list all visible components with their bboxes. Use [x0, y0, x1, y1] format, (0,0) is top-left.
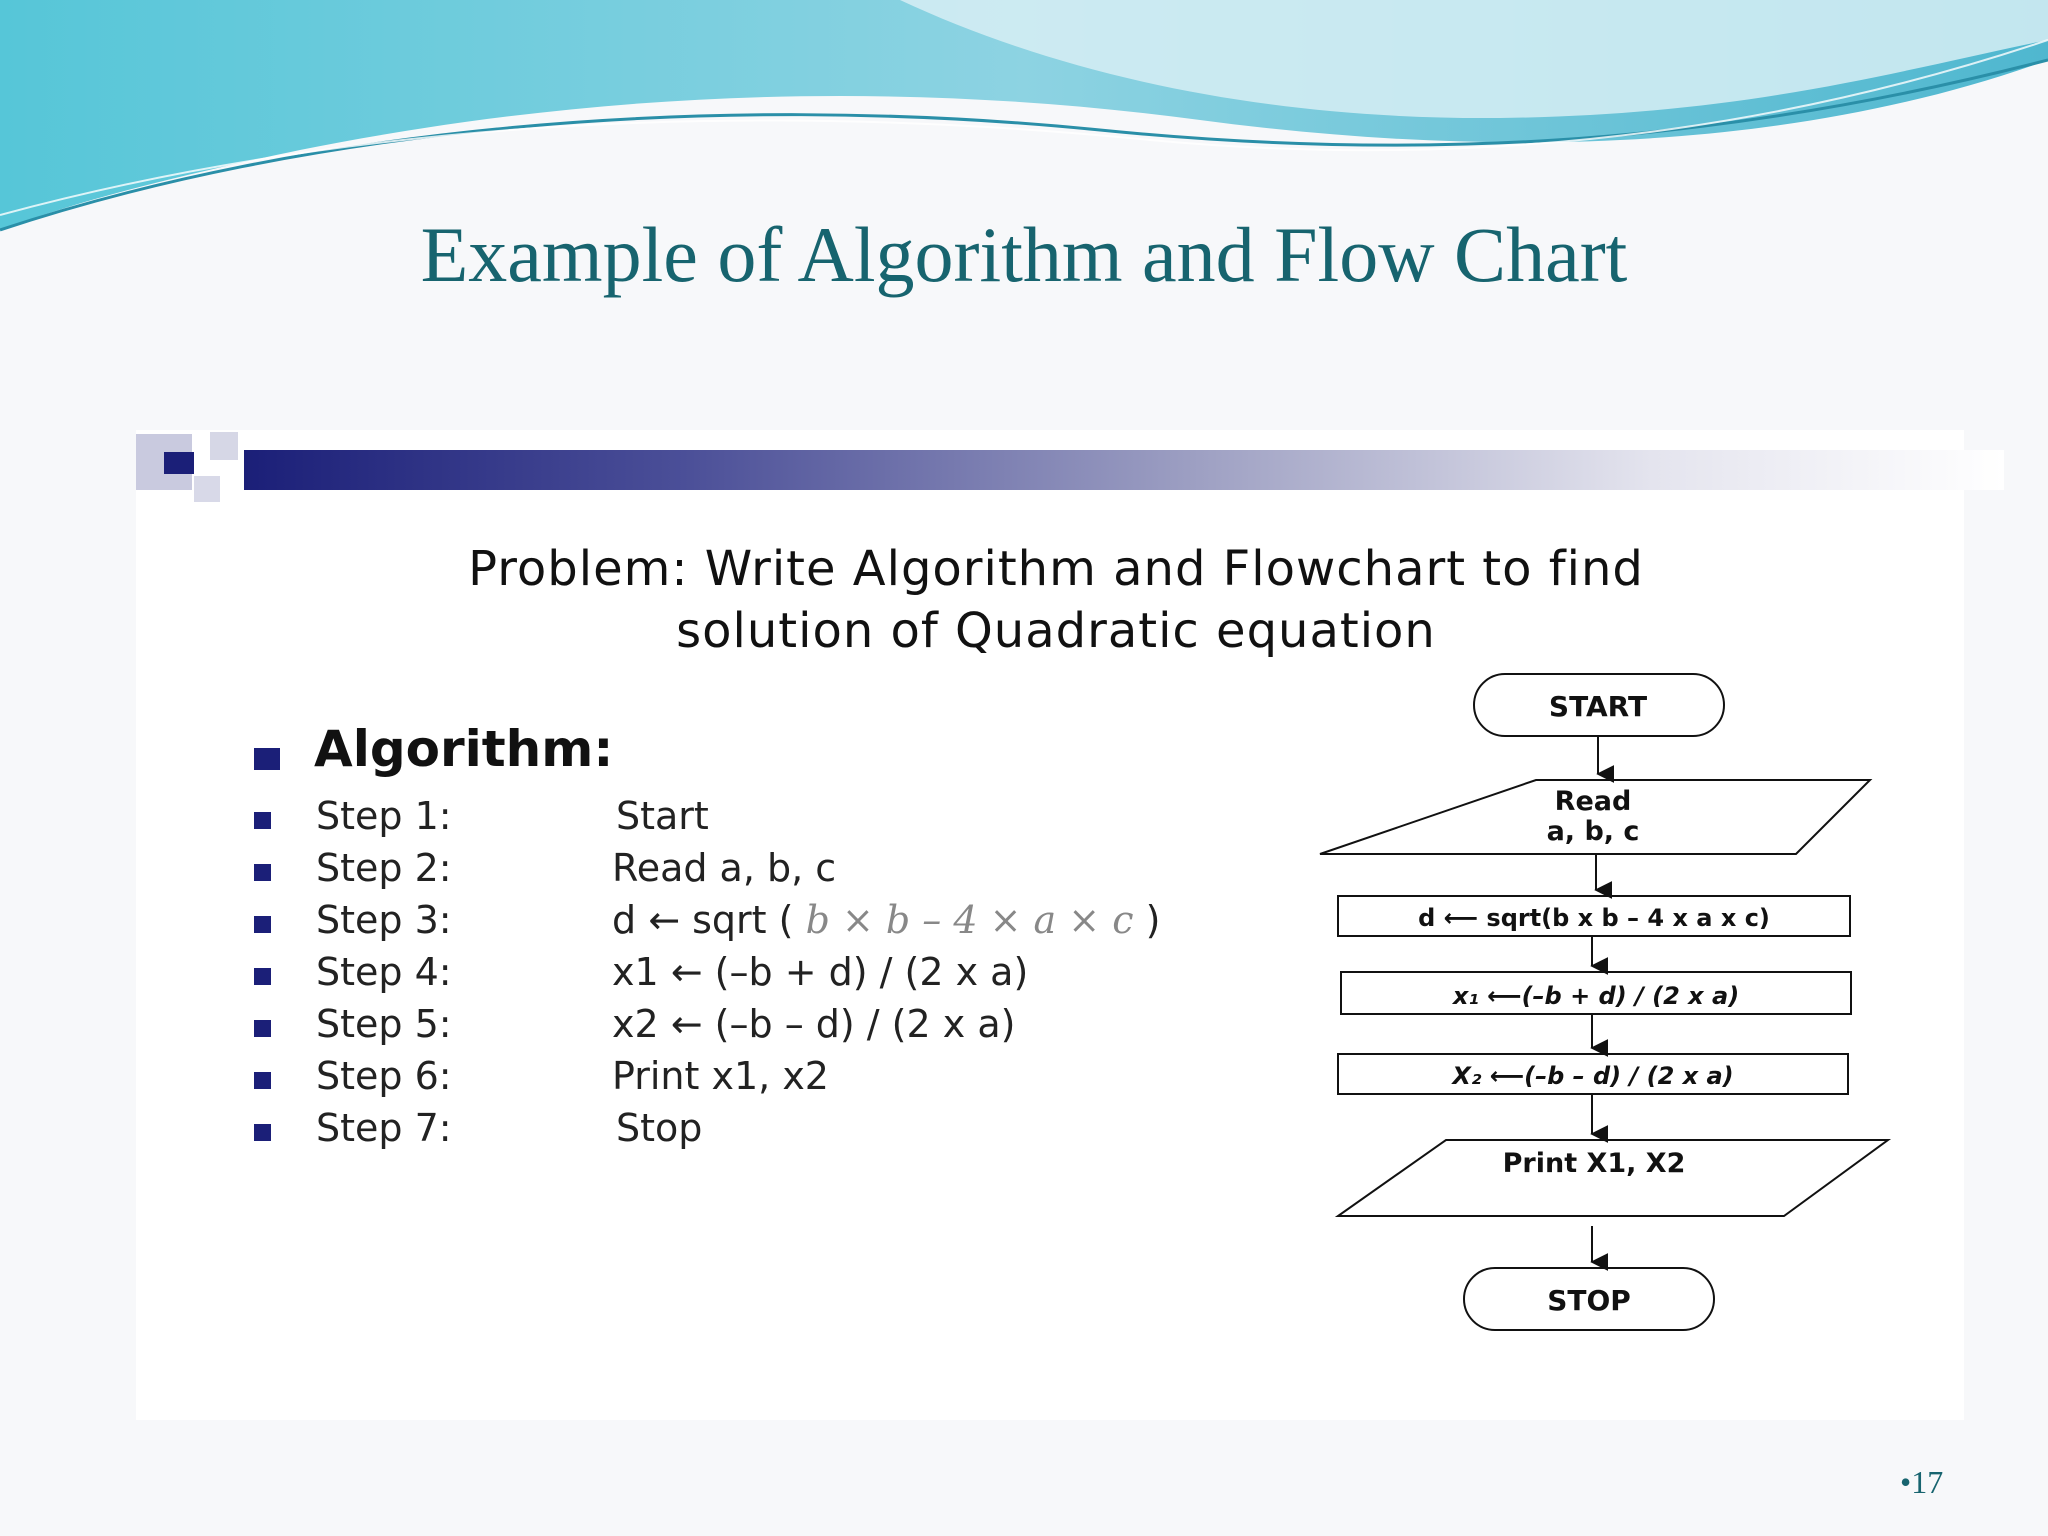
- step-label: Step 6:: [316, 1054, 452, 1098]
- flow-process-x2-label: X₂ ⟵(–b – d) / (2 x a): [1452, 1062, 1734, 1090]
- flow-stop-label: STOP: [1547, 1284, 1631, 1317]
- step-text: Print x1, x2: [612, 1054, 829, 1098]
- step-label: Step 1:: [316, 794, 452, 838]
- step-label: Step 2:: [316, 846, 452, 890]
- step-text: Read a, b, c: [612, 846, 837, 890]
- step-label: Step 5:: [316, 1002, 452, 1046]
- step-formula-suffix: ): [1145, 898, 1161, 942]
- step-text: x1 ← (–b + d) / (2 x a): [612, 950, 1029, 994]
- step-label: Step 7:: [316, 1106, 452, 1150]
- flow-process-d-label: d ⟵ sqrt(b x b – 4 x a x c): [1418, 904, 1770, 932]
- step-label: Step 4:: [316, 950, 452, 994]
- step-text: Stop: [616, 1106, 703, 1150]
- flow-print-label: Print X1, X2: [1502, 1148, 1686, 1179]
- step-text: Start: [616, 794, 709, 838]
- content-panel: [136, 430, 1964, 1420]
- flow-start-label: START: [1548, 690, 1648, 723]
- page-number: •17: [1900, 1464, 1944, 1500]
- slide-title: Example of Algorithm and Flow Chart: [420, 211, 1628, 298]
- problem-line-2: solution of Quadratic equation: [676, 603, 1436, 659]
- algorithm-heading: Algorithm:: [314, 720, 614, 778]
- problem-line-1: Problem: Write Algorithm and Flowchart to find: [468, 541, 1644, 597]
- step-label: Step 3:: [316, 898, 452, 942]
- quadratic-flowchart: [136, 430, 1964, 1420]
- flow-read-label-2: a, b, c: [1546, 816, 1640, 847]
- flow-read-label-1: Read: [1554, 786, 1632, 817]
- flow-process-x1-label: x₁ ⟵(–b + d) / (2 x a): [1452, 982, 1740, 1010]
- step-formula: b × b – 4 × a × c: [805, 898, 1134, 942]
- step-formula-prefix: d ← sqrt (: [612, 898, 794, 942]
- step-text: x2 ← (–b – d) / (2 x a): [612, 1002, 1016, 1046]
